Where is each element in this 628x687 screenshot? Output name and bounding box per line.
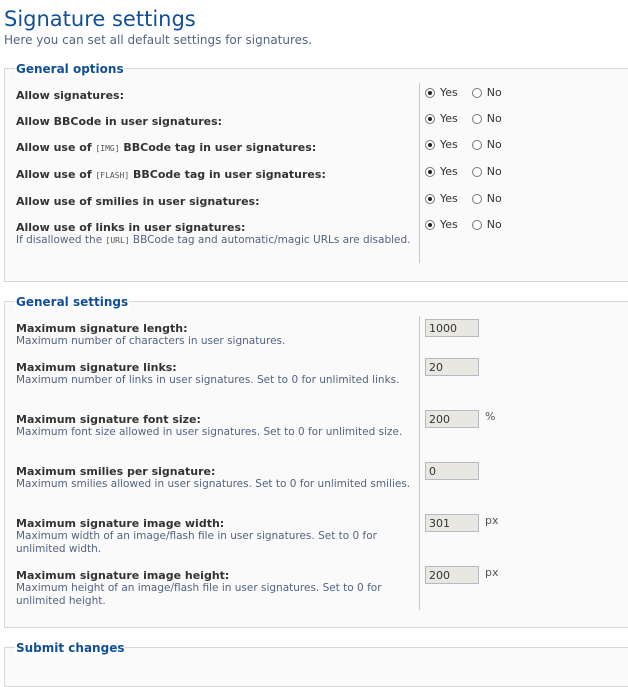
allow-flash-yes-radio[interactable]: Yes — [425, 165, 458, 178]
max-links-control — [425, 358, 479, 376]
allow-img-no-radio[interactable]: No — [472, 138, 502, 151]
submit-fieldset — [4, 641, 628, 687]
radio-selected-icon — [425, 167, 435, 177]
radio-unselected-icon — [472, 220, 482, 230]
allow-signatures-no-radio[interactable]: No — [472, 86, 502, 99]
allow-links-no-radio[interactable]: No — [472, 218, 502, 231]
page-title: Signature settings — [4, 7, 196, 31]
max-smilies-control — [425, 462, 479, 480]
max-length-control — [425, 319, 479, 337]
allow-bbcode-no-radio[interactable]: No — [472, 112, 502, 125]
option-label: Allow use of [FLASH] BBCode tag in user signatures: — [16, 168, 326, 181]
max-font-size-input[interactable]: 200 — [425, 410, 479, 428]
option-label: Allow use of links in user signatures: If disallowed the [URL] BBCode tag and automatic/magic URLs are disabled. — [16, 221, 418, 247]
radio-unselected-icon — [472, 140, 482, 150]
allow-links-yes-radio[interactable]: Yes — [425, 218, 458, 231]
setting-explain: Maximum height of an image/flash file in user signatures. Set to 0 for unlimited height. — [16, 582, 382, 607]
setting-explain: Maximum width of an image/flash file in user signatures. Set to 0 for unlimited width. — [16, 530, 377, 555]
max-smilies-input[interactable]: 0 — [425, 462, 479, 480]
max-img-height-input[interactable]: 200 — [425, 566, 479, 584]
radio-unselected-icon — [472, 88, 482, 98]
general-options-legend: General options — [16, 62, 124, 76]
max-img-width-input[interactable]: 301 — [425, 514, 479, 532]
allow-signatures-yes-radio[interactable]: Yes — [425, 86, 458, 99]
setting-label: Maximum signature font size: Maximum font size allowed in user signatures. Set to 0 for unlimited size. — [16, 413, 418, 439]
unit-label: px — [485, 514, 499, 527]
allow-flash-radio-group — [425, 165, 516, 178]
radio-selected-icon — [425, 220, 435, 230]
setting-label: Maximum signature length: Maximum number of characters in user signatures. — [16, 322, 418, 348]
max-font-size-control — [425, 410, 495, 428]
option-label: Allow use of [IMG] BBCode tag in user signatures: — [16, 141, 317, 154]
allow-smilies-no-radio[interactable]: No — [472, 192, 502, 205]
allow-smilies-yes-radio[interactable]: Yes — [425, 192, 458, 205]
radio-selected-icon — [425, 194, 435, 204]
option-label: Allow BBCode in user signatures: — [16, 115, 223, 128]
max-links-input[interactable]: 20 — [425, 358, 479, 376]
page-header — [0, 0, 628, 52]
radio-selected-icon — [425, 88, 435, 98]
allow-links-radio-group — [425, 218, 516, 231]
setting-label: Maximum signature image width: Maximum width of an image/flash file in user signatures. Set to 0 for unlimited width. — [16, 517, 418, 556]
radio-unselected-icon — [472, 194, 482, 204]
allow-bbcode-yes-radio[interactable]: Yes — [425, 112, 458, 125]
allow-img-yes-radio[interactable]: Yes — [425, 138, 458, 151]
allow-smilies-radio-group — [425, 192, 516, 205]
allow-flash-no-radio[interactable]: No — [472, 165, 502, 178]
option-label: Allow use of smilies in user signatures: — [16, 195, 260, 208]
radio-selected-icon — [425, 140, 435, 150]
setting-label: Maximum signature links: Maximum number of links in user signatures. Set to 0 for unlimited links. — [16, 361, 418, 387]
general-settings-legend: General settings — [16, 295, 129, 309]
radio-selected-icon — [425, 114, 435, 124]
setting-explain: Maximum number of links in user signatures. Set to 0 for unlimited links. — [16, 374, 400, 386]
max-length-input[interactable]: 1000 — [425, 319, 479, 337]
max-img-width-control — [425, 514, 499, 532]
submit-legend: Submit changes — [16, 641, 125, 655]
setting-label: Maximum signature image height: Maximum height of an image/flash file in user signatures. Set to 0 for unlimited height. — [16, 569, 418, 608]
unit-label: % — [485, 410, 496, 423]
column-divider — [419, 316, 420, 610]
setting-explain: Maximum font size allowed in user signatures. Set to 0 for unlimited size. — [16, 426, 403, 438]
unit-label: px — [485, 566, 499, 579]
allow-img-radio-group — [425, 138, 516, 151]
option-label: Allow signatures: — [16, 89, 124, 102]
general-settings-fieldset — [4, 295, 628, 628]
general-options-fieldset — [4, 62, 628, 282]
setting-explain: Maximum number of characters in user signatures. — [16, 335, 286, 347]
page-description: Here you can set all default settings for signatures. — [4, 33, 313, 47]
allow-signatures-radio-group — [425, 86, 516, 99]
radio-unselected-icon — [472, 114, 482, 124]
setting-explain: Maximum smilies allowed in user signatures. Set to 0 for unlimited smilies. — [16, 478, 411, 490]
setting-label: Maximum smilies per signature: Maximum smilies allowed in user signatures. Set to 0 for unlimited smilies. — [16, 465, 418, 491]
radio-unselected-icon — [472, 167, 482, 177]
option-explain: If disallowed the [URL] BBCode tag and automatic/magic URLs are disabled. — [16, 234, 411, 246]
column-divider — [419, 83, 420, 263]
max-img-height-control — [425, 566, 499, 584]
allow-bbcode-radio-group — [425, 112, 516, 125]
